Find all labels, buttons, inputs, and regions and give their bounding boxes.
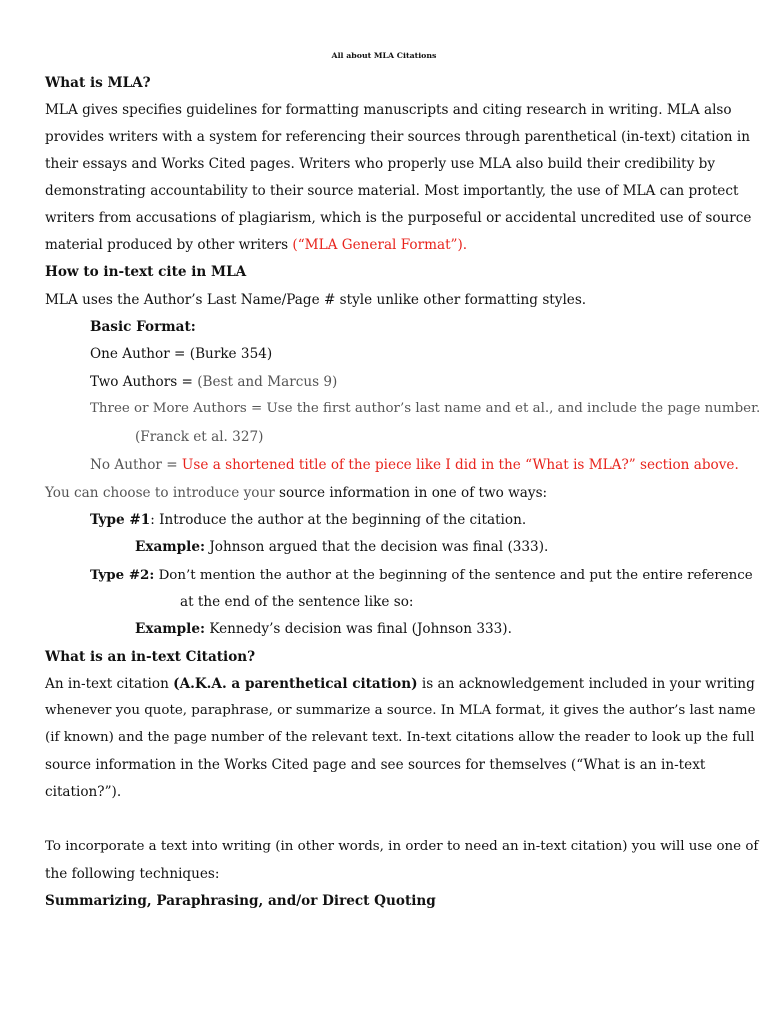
no-author-line [90,456,739,474]
basic-format-label: Basic Format: [90,319,196,335]
techniques-heading: Summarizing, Paraphrasing, and/or Direct Quoting [45,893,436,909]
citation-red: (“MLA General Format”). [292,237,468,253]
text-run: is an acknowledgement included in your writing [417,676,755,692]
type1-label: Type #1 [90,512,151,528]
paragraph-line: source information in the Works Cited page and see sources for themselves (“What is an in-text [45,757,706,773]
text-run: Don’t mention the author at the beginning of the sentence and put the entire reference [154,568,753,583]
paragraph-line: To incorporate a text into writing (in other words, in order to need an in-text citation) you will use one of [45,839,759,854]
paragraph-line [45,675,755,693]
example-label: Example: [135,539,205,555]
aka-bold: (A.K.A. a parenthetical citation) [173,676,418,692]
paragraph-line: whenever you quote, paraphrase, or summarize a source. In MLA format, it gives the author’s last name [45,703,756,718]
two-authors-line [90,373,337,391]
type2-continuation: at the end of the sentence like so: [180,594,414,610]
text-run: : Introduce the author at the beginning of the citation. [150,512,527,528]
paragraph-line: MLA gives specifies guidelines for formatting manuscripts and citing research in writing. MLA also [45,102,732,118]
heading-what-is-mla: What is MLA? [45,75,151,91]
paragraph-line: (if known) and the page number of the relevant text. In-text citations allow the reader to look up the full [45,730,755,745]
paragraph-line: citation?”). [45,784,122,800]
type1-line [90,511,526,529]
paragraph-line: the following techniques: [45,866,220,882]
one-author-line: One Author = (Burke 354) [90,346,273,362]
text-run: Kennedy’s decision was final (Johnson 333). [205,621,512,637]
paragraph-line: demonstrating accountability to their source material. Most importantly, the use of MLA can protect [45,183,739,199]
intro-line: MLA uses the Author’s Last Name/Page # style unlike other formatting styles. [45,292,587,308]
page-title: All about MLA Citations [331,51,437,60]
no-author-red: Use a shortened title of the piece like I did in the “What is MLA?” section above. [181,457,739,473]
paragraph-line: writers from accusations of plagiarism, which is the purposeful or accidental uncredited use of source [45,210,752,226]
text-run: Johnson argued that the decision was final (333). [205,539,549,555]
paragraph-line: their essays and Works Cited pages. Writers who properly use MLA also build their credibility by [45,156,716,172]
text-run: You can choose to introduce your [45,485,280,501]
paragraph-line [45,236,467,254]
heading-how-to-cite: How to in-text cite in MLA [45,264,247,280]
paragraph-line: provides writers with a system for referencing their sources through parenthetical (in-text) citation in [45,129,750,145]
text-run: source information in one of two ways: [279,485,548,501]
three-more-example: (Franck et al. 327) [135,429,264,445]
heading-what-is-intext: What is an in-text Citation? [45,649,256,665]
example1-line [135,538,548,556]
text-run: material produced by other writers [45,237,293,253]
type2-line [90,566,753,585]
choose-line [45,484,547,502]
text-run: No Author = [90,457,182,473]
text-run: Two Authors = [90,374,198,390]
type2-label: Type #2: [90,567,155,583]
three-more-line: Three or More Authors = Use the first author’s last name and et al., and include the page number. [90,401,761,416]
example-label: Example: [135,621,205,637]
text-run: An in-text citation [45,676,174,692]
example2-line [135,620,512,638]
example-gray: (Best and Marcus 9) [197,374,338,390]
